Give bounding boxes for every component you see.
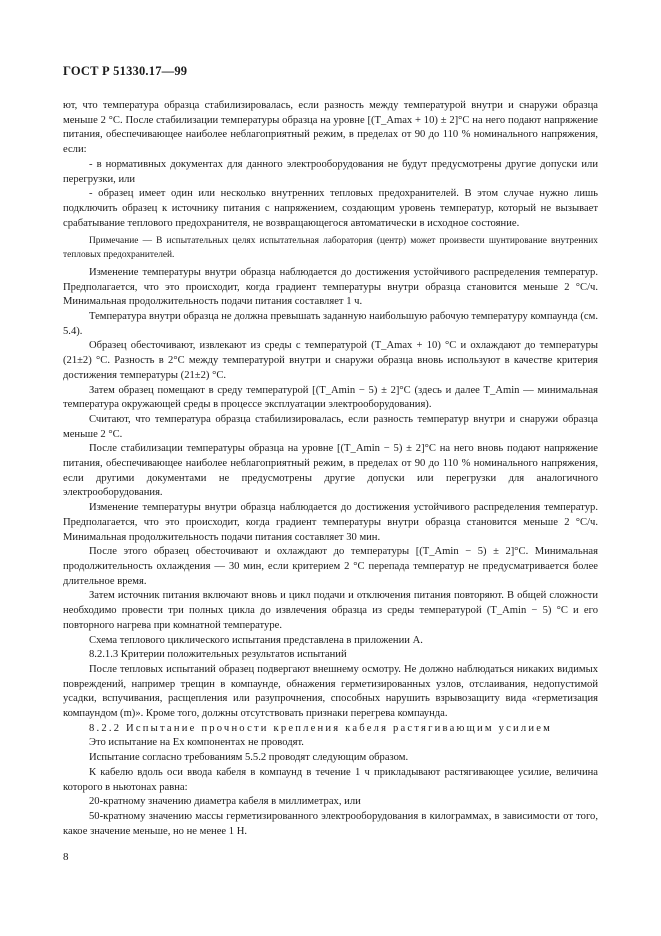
paragraph: Температура внутри образца не должна превышать заданную наибольшую рабочую температуру компаунда (см. 5.4). [63,311,598,337]
paragraph: Образец обесточивают, извлекают из среды с температурой (T_Amax + 10) °С и охлаждают до температуры (21±2) °С. Разность в 2°С между температурой внутри и снаружи образца вновь используют в качестве критерия достижения температуры (21±2) °С. [63,340,598,381]
paragraph: 50-кратному значению массы герметизированного электрооборудования в килограммах, в зависимости от того, какое значение меньше, но не менее 1 Н. [63,810,598,837]
paragraph: 20-кратному значению диаметра кабеля в миллиметрах, или [89,796,361,808]
document-header: ГОСТ Р 51330.17—99 [63,64,188,78]
paragraph: Схема теплового циклического испытания представлена в приложении А. [89,634,423,646]
paragraph: Изменение температуры внутри образца наблюдается до достижения устойчивого распределения температур. Предполагается, что это происходит, когда градиент температуры внутри образца становится меньше 2 °С/ч. Минимальная продолжительность подачи питания составляет 30 мин. [63,502,598,543]
paragraph: Затем источник питания включают вновь и цикл подачи и отключения питания повторяют. В общей сложности необходимо провести три полных цикла до извлечения образца из среды температурой (T_Amin − 5) °С и его повторного нагрева при комнатной температуре. [63,590,598,631]
paragraph: К кабелю вдоль оси ввода кабеля в компаунд в течение 1 ч прикладывают растягивающее усилие, величина которого в ньютонах равна: [63,766,598,793]
paragraph: Это испытание на Ех компонентах не проводят. [89,737,304,749]
paragraph: После тепловых испытаний образец подвергают внешнему осмотру. Не должно наблюдаться никаких видимых повреждений, например трещин в компаунде, обнажения герметизированных узлов, отслаивания, недопустимой усадки, вспучивания, расщепления или разупрочнения, способных нарушить взрывозащиту вида «герметизация компаундом (m)». Кроме того, должны отсутствовать признаки перегрева компаунда. [63,663,598,720]
paragraph: Затем образец помещают в среду температурой [(T_Amin − 5) ± 2]°С (здесь и далее T_Amin — минимальная температура окружающей среды в процессе эксплуатации электрооборудования). [63,384,598,411]
paragraph: - в нормативных документах для данного электрооборудования не будут предусмотрены другие допуски или перегрузки, или [63,158,598,185]
section-heading: 8.2.1.3 Критерии положительных результатов испытаний [89,649,347,661]
paragraph: Считают, что температура образца стабилизировалась, если разность температур внутри и снаружи образца меньше 2 °С. [63,413,598,440]
paragraph: Изменение температуры внутри образца наблюдается до достижения устойчивого распределения температур. Предполагается, что это происходит, когда градиент температуры внутри образца становится меньше 2 °С/ч. Минимальная продолжительность подачи питания составляет 1 ч. [63,266,598,308]
note-paragraph: Примечание — В испытательных целях испытательная лаборатория (центр) может произвести шунтирование внутренних тепловых предохранителей. [63,236,598,260]
paragraph: После стабилизации температуры образца на уровне [(T_Amin − 5) ± 2]°С на него вновь подают напряжение питания, обеспечивающее наиболее неблагоприятный режим, в пределах от 90 до 110 % номинального напряжения, если другими документами не предусмотрены другие допуски или перегрузки для аналогичного электрооборудования. [63,443,598,499]
paragraph: - образец имеет один или несколько внутренних тепловых предохранителей. В этом случае нужно лишь подключить образец к источнику питания с напряжением, создающим уровень температур, который не вызывает срабатывание теплового предохранителя, не возвращающегося автоматически в исходное состояние. [63,188,598,229]
page-number: 8 [63,851,69,863]
paragraph: Испытание согласно требованиям 5.5.2 проводят следующим образом. [89,752,409,764]
paragraph: ют, что температура образца стабилизировалась, если разность между температурой внутри и снаружи образца меньше 2 °С. После стабилизации температуры образца на уровне [(T_Amax + 10) ± 2]°С на него подают напряжение питания, обеспечивающее наиболее неблагоприятный режим, в пределах от 90 до 110 % номинального напряжения, если: [63,100,598,156]
paragraph: После этого образец обесточивают и охлаждают до температуры [(T_Amin − 5) ± 2]°С. Минимальная продолжительность охлаждения — 30 мин, если критерием 2 °С перепада температур не предусматривается более длительное время. [63,546,598,587]
section-heading: 8.2.2 Испытание прочности крепления кабеля растягивающим усилием [89,722,552,734]
body-text [63,99,598,839]
